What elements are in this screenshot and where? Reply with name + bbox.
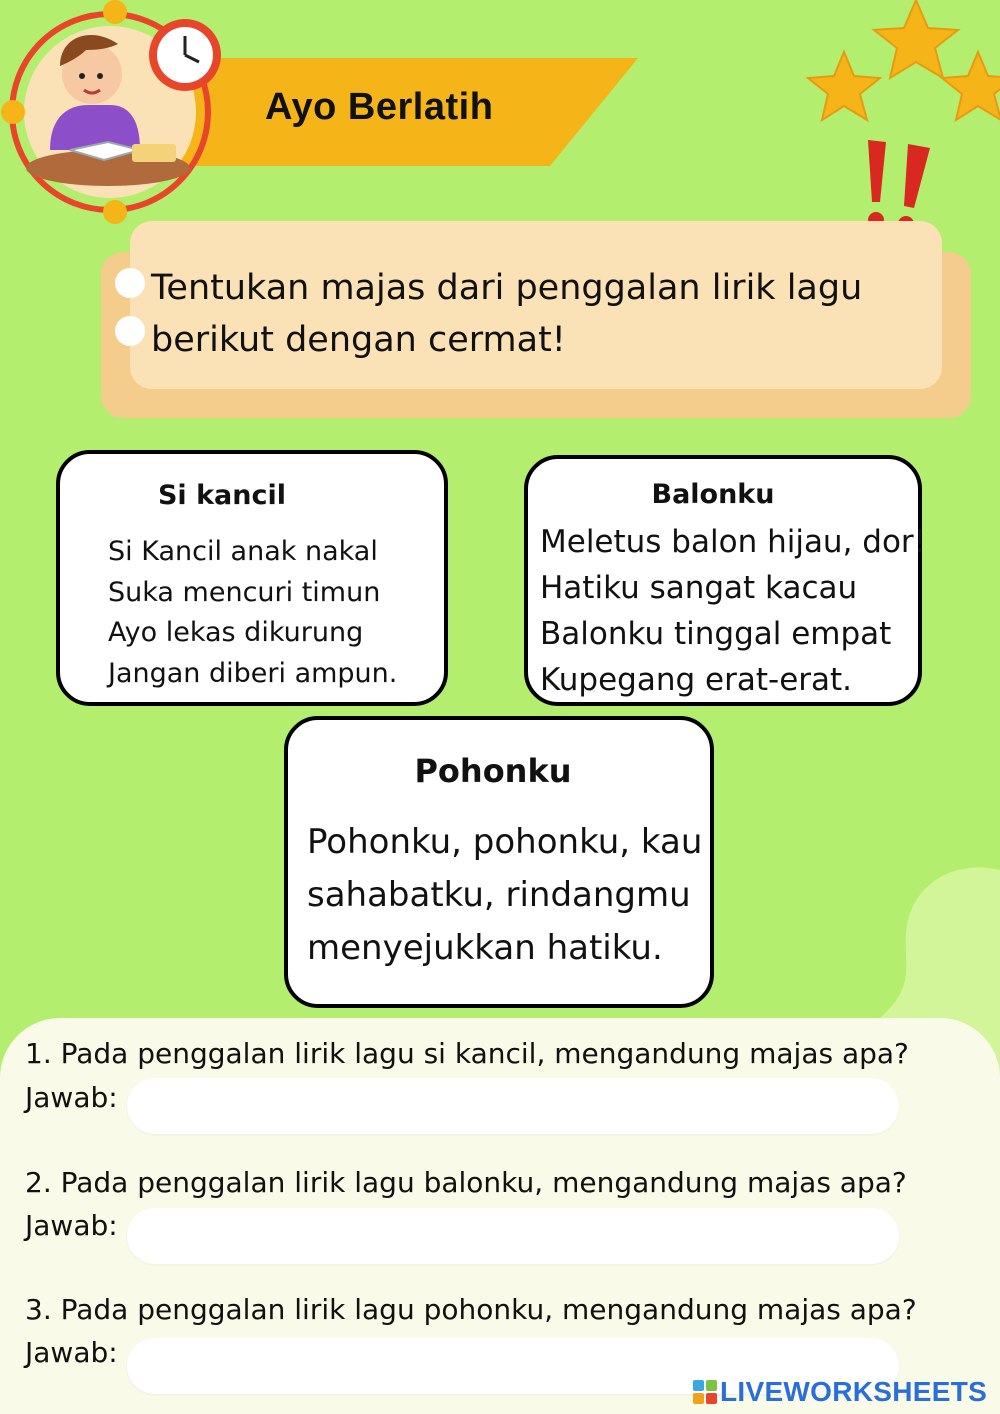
bullet-icon [115, 316, 145, 346]
poem-card-si-kancil [56, 450, 448, 706]
star-decoration [800, 0, 1000, 140]
poem-lyrics [540, 519, 926, 703]
poem-title: Balonku [651, 479, 775, 510]
answer-2-label: Jawab: [25, 1209, 118, 1242]
poem-line: menyejukkan hatiku. [307, 928, 663, 968]
question-3-text: 3. Pada penggalan lirik lagu pohonku, mengandung majas apa? [25, 1293, 917, 1326]
poem-title: Pohonku [414, 752, 572, 790]
star-icon [874, 0, 958, 78]
answer-2-input[interactable] [127, 1208, 899, 1264]
poem-line: Meletus balon hijau, dor! [540, 524, 927, 560]
poem-line: Balonku tinggal empat [540, 616, 892, 652]
student-illustration [0, 0, 230, 230]
poem-line: Kupegang erat-erat. [540, 662, 853, 698]
question-1-text: 1. Pada penggalan lirik lagu si kancil, mengandung majas apa? [25, 1037, 909, 1070]
poem-title: Si kancil [157, 480, 286, 511]
poem-card-balonku [524, 455, 927, 706]
star-icon [808, 52, 880, 120]
liveworksheets-logo-icon [692, 1379, 718, 1405]
answer-3-label: Jawab: [25, 1336, 118, 1369]
page-title: Ayo Berlatih [265, 86, 494, 128]
bullet-icon [115, 268, 145, 298]
liveworksheets-logo-text: LIVEWORKSHEETS [720, 1376, 988, 1407]
poem-line: Suka mencuri timun [108, 576, 381, 608]
liveworksheets-logo[interactable] [692, 1376, 987, 1408]
answer-1-label: Jawab: [25, 1081, 118, 1114]
poem-line: Hatiku sangat kacau [540, 570, 858, 606]
poem-lyrics [307, 816, 702, 975]
question-2-text: 2. Pada penggalan lirik lagu balonku, mengandung majas apa? [25, 1166, 907, 1199]
poem-card-pohonku [284, 716, 714, 1008]
poem-line: Pohonku, pohonku, kau [307, 822, 703, 862]
poem-line: Ayo lekas dikurung [108, 617, 364, 648]
instruction-line: Tentukan majas dari penggalan lirik lagu [151, 268, 863, 308]
poem-line: Si Kancil anak nakal [108, 536, 378, 567]
star-icon [942, 52, 1000, 120]
answer-1-input[interactable] [127, 1078, 899, 1134]
poem-lyrics [108, 532, 397, 694]
poem-line: Jangan diberi ampun. [108, 657, 398, 689]
poem-line: sahabatku, rindangmu [307, 875, 691, 915]
instruction-text [151, 262, 911, 366]
instruction-line: berikut dengan cermat! [151, 320, 566, 360]
